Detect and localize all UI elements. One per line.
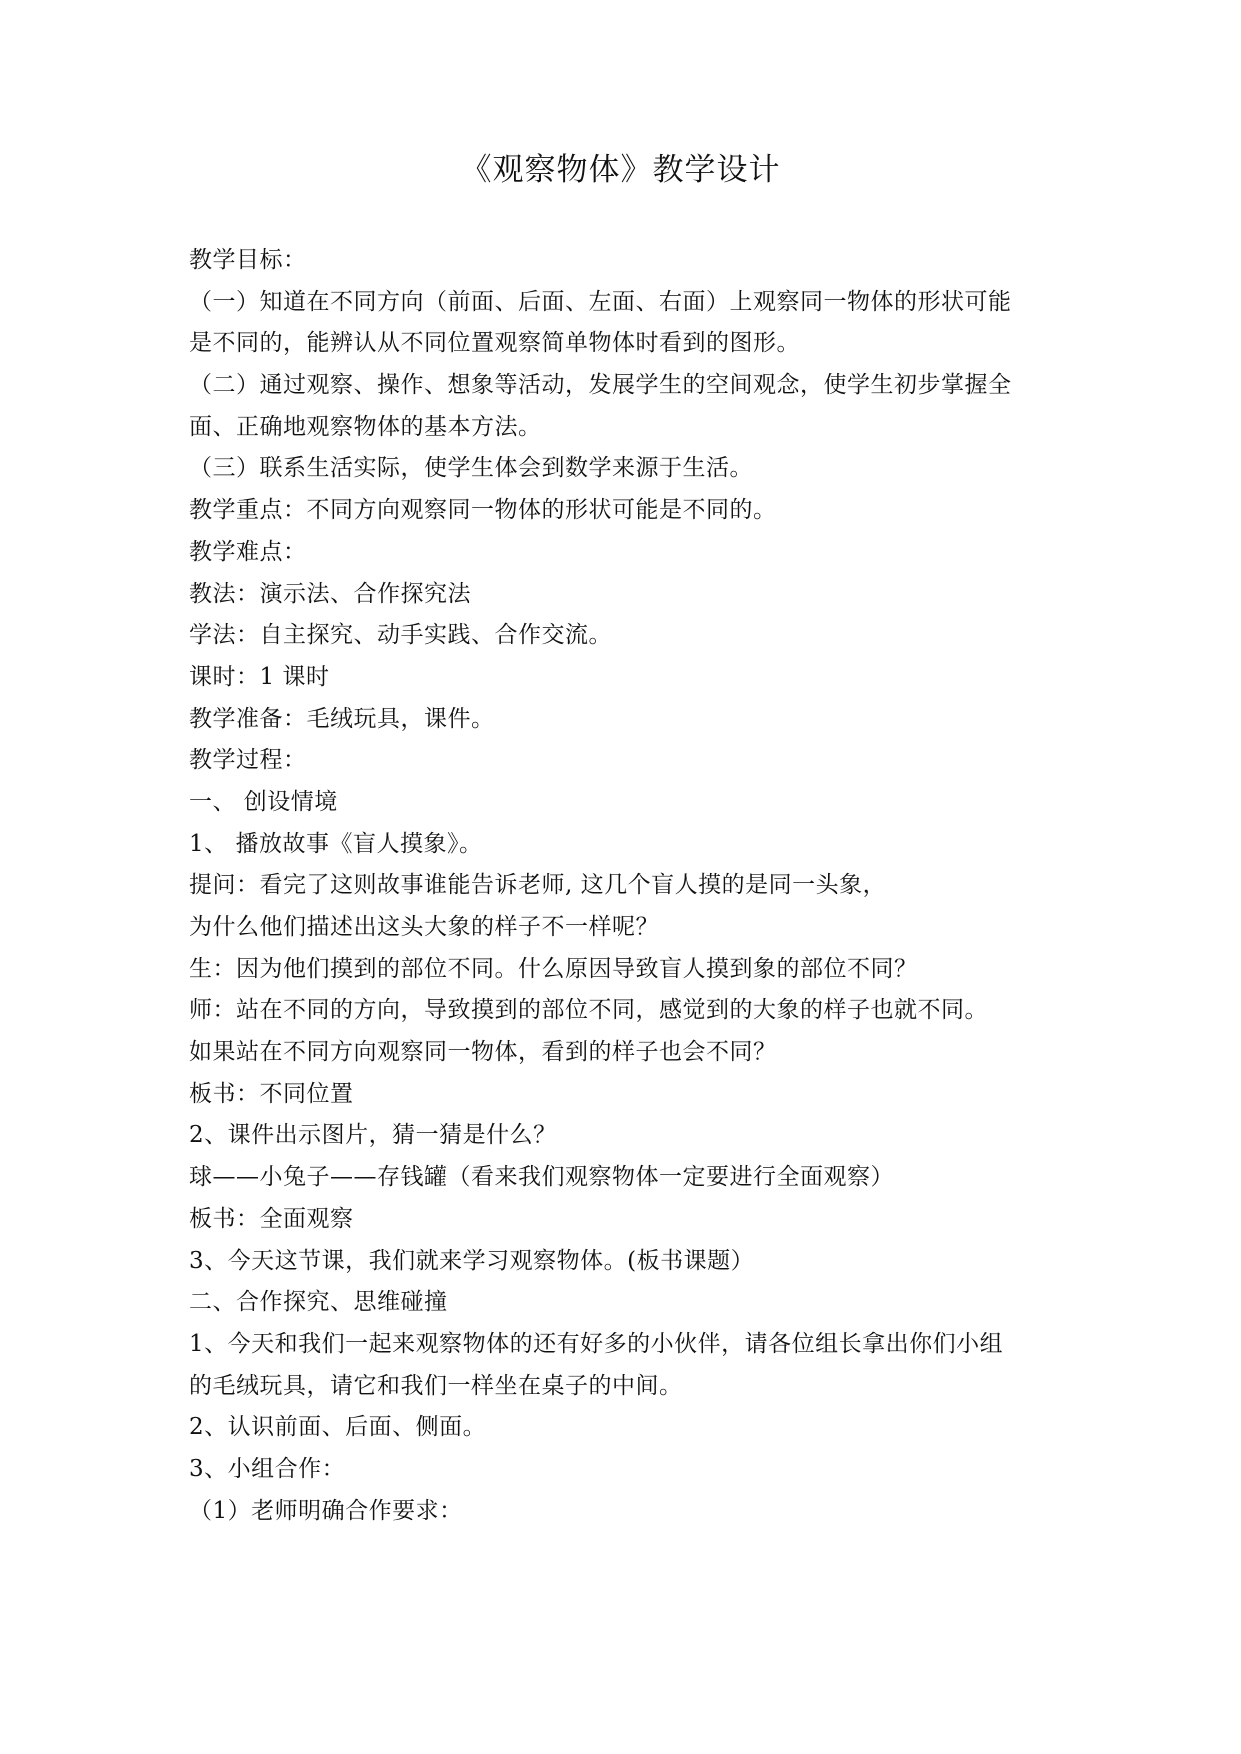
text-line: 3、小组合作： [189, 1455, 346, 1482]
text-line: 面、正确地观察物体的基本方法。 [189, 413, 542, 440]
text-line: （1）老师明确合作要求： [189, 1497, 463, 1524]
text-line: 师：站在不同的方向，导致摸到的部位不同，感觉到的大象的样子也就不同。 [189, 997, 988, 1024]
text-line: 1、今天和我们一起来观察物体的还有好多的小伙伴，请各位组长拿出你们小组 [189, 1330, 1004, 1357]
text-line: 教学过程： [189, 747, 307, 774]
text-line: 一、 创设情境 [189, 788, 338, 815]
text-line: 生：因为他们摸到的部位不同。什么原因导致盲人摸到象的部位不同？ [189, 955, 918, 982]
text-line: 是不同的，能辨认从不同位置观察简单物体时看到的图形。 [189, 330, 800, 357]
document-title: 《观察物体》教学设计 [460, 152, 781, 188]
text-line: 1、 播放故事《盲人摸象》。 [189, 830, 483, 857]
text-line: 板书：不同位置 [189, 1080, 354, 1107]
text-line: 提问：看完了这则故事谁能告诉老师, 这几个盲人摸的是同一头象， [189, 872, 887, 899]
text-line: 教学难点： [189, 538, 307, 565]
text-line: 2、课件出示图片，猜一猜是什么？ [189, 1122, 557, 1149]
text-line: 教学目标： [189, 247, 307, 273]
text-line: （二）通过观察、操作、想象等活动，发展学生的空间观念，使学生初步掌握全 [189, 372, 1012, 399]
text-line: （三）联系生活实际，使学生体会到数学来源于生活。 [189, 455, 753, 482]
text-line: 二、合作探究、思维碰撞 [189, 1289, 448, 1316]
text-line: 课时：1 课时 [189, 663, 330, 690]
text-line: 教学重点：不同方向观察同一物体的形状可能是不同的。 [189, 497, 777, 524]
text-line: 学法：自主探究、动手实践、合作交流。 [189, 622, 612, 649]
document-body [189, 240, 1059, 1532]
text-line: 如果站在不同方向观察同一物体，看到的样子也会不同？ [189, 1039, 777, 1066]
text-line: 3、今天这节课，我们就来学习观察物体。(板书课题） [189, 1247, 755, 1274]
text-line: 的毛绒玩具，请它和我们一样坐在桌子的中间。 [189, 1372, 683, 1399]
text-line: 板书：全面观察 [189, 1205, 354, 1232]
text-line: （一）知道在不同方向（前面、后面、左面、右面）上观察同一物体的形状可能 [189, 288, 1012, 315]
text-line: 为什么他们描述出这头大象的样子不一样呢？ [189, 914, 659, 940]
text-line: 教学准备：毛绒玩具，课件。 [189, 705, 495, 732]
text-line: 球——小兔子——存钱罐（看来我们观察物体一定要进行全面观察） [189, 1164, 894, 1191]
text-line: 教法：演示法、合作探究法 [189, 580, 471, 607]
text-line: 2、认识前面、后面、侧面。 [189, 1414, 487, 1441]
